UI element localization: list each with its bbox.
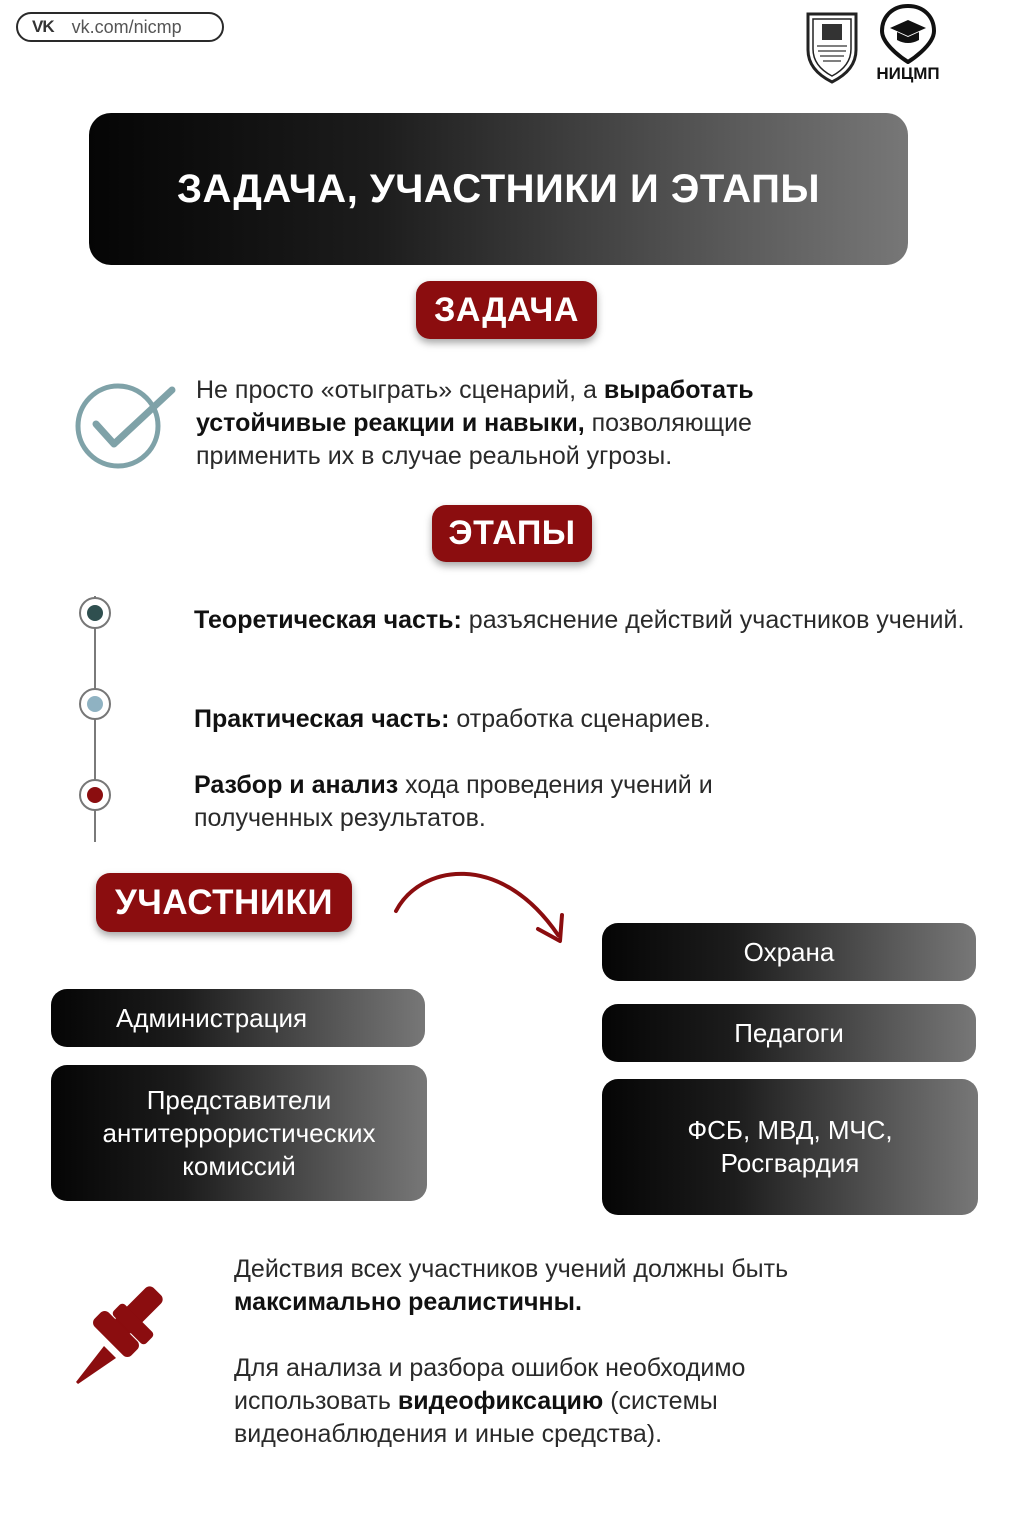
task-heading: ЗАДАЧА — [434, 290, 579, 329]
vk-link-pill[interactable] — [16, 12, 224, 42]
stage-item-1: Теоретическая часть: разъяснение действий участников учений. — [194, 606, 965, 634]
stage-dot-2-fill — [87, 696, 103, 712]
stages-heading-badge — [432, 505, 592, 562]
stage-dot-3 — [79, 779, 111, 811]
stage-dot-1-fill — [87, 605, 103, 621]
participants-heading: УЧАСТНИКИ — [114, 882, 333, 922]
note-realism: Действия всех участников учений должны быть максимально реалистичны. — [234, 1255, 789, 1316]
participants-heading-badge — [96, 873, 352, 932]
participant-atc: Представители антитеррористических комиссий — [51, 1065, 427, 1201]
vk-link-text: vk.com/nicmp — [71, 16, 182, 37]
page-title-banner — [89, 113, 908, 265]
vk-logo-icon: VK — [32, 17, 54, 36]
participant-administration: Администрация — [51, 989, 425, 1047]
participant-security: Охрана — [602, 923, 976, 981]
participant-agencies: ФСБ, МВД, МЧС, Росгвардия — [602, 1079, 978, 1215]
shield-emblem-icon — [802, 6, 862, 86]
stage-item-2: Практическая часть: отработка сценариев. — [194, 705, 711, 733]
stage-dot-3-fill — [87, 787, 103, 803]
stage-dot-2 — [79, 688, 111, 720]
task-text: Не просто «отыграть» сценарий, а выработать устойчивые реакции и навыки, позволяющие применить их в случае реальной угрозы. — [196, 376, 754, 470]
page-title: ЗАДАЧА, УЧАСТНИКИ И ЭТАПЫ — [176, 166, 821, 211]
task-text-bold: выработать устойчивые реакции и навыки, — [196, 376, 754, 437]
nicmp-logo-text: НИЦМП — [876, 64, 940, 83]
participant-teachers: Педагоги — [602, 1004, 976, 1062]
stage-item-3: Разбор и анализ хода проведения учений и полученных результатов. — [194, 771, 713, 832]
stage-dot-1 — [79, 597, 111, 629]
note-video: Для анализа и разбора ошибок необходимо использовать видеофиксацию (системы видеонаблюдения и иные средства). — [234, 1354, 746, 1448]
graduation-pin-icon — [872, 2, 944, 64]
curved-arrow-icon — [390, 855, 575, 950]
task-heading-badge — [416, 281, 597, 339]
stages-heading: ЭТАПЫ — [448, 514, 576, 552]
pushpin-icon — [70, 1280, 180, 1390]
checkmark-icon — [72, 378, 182, 474]
nicmp-logo — [872, 2, 944, 88]
